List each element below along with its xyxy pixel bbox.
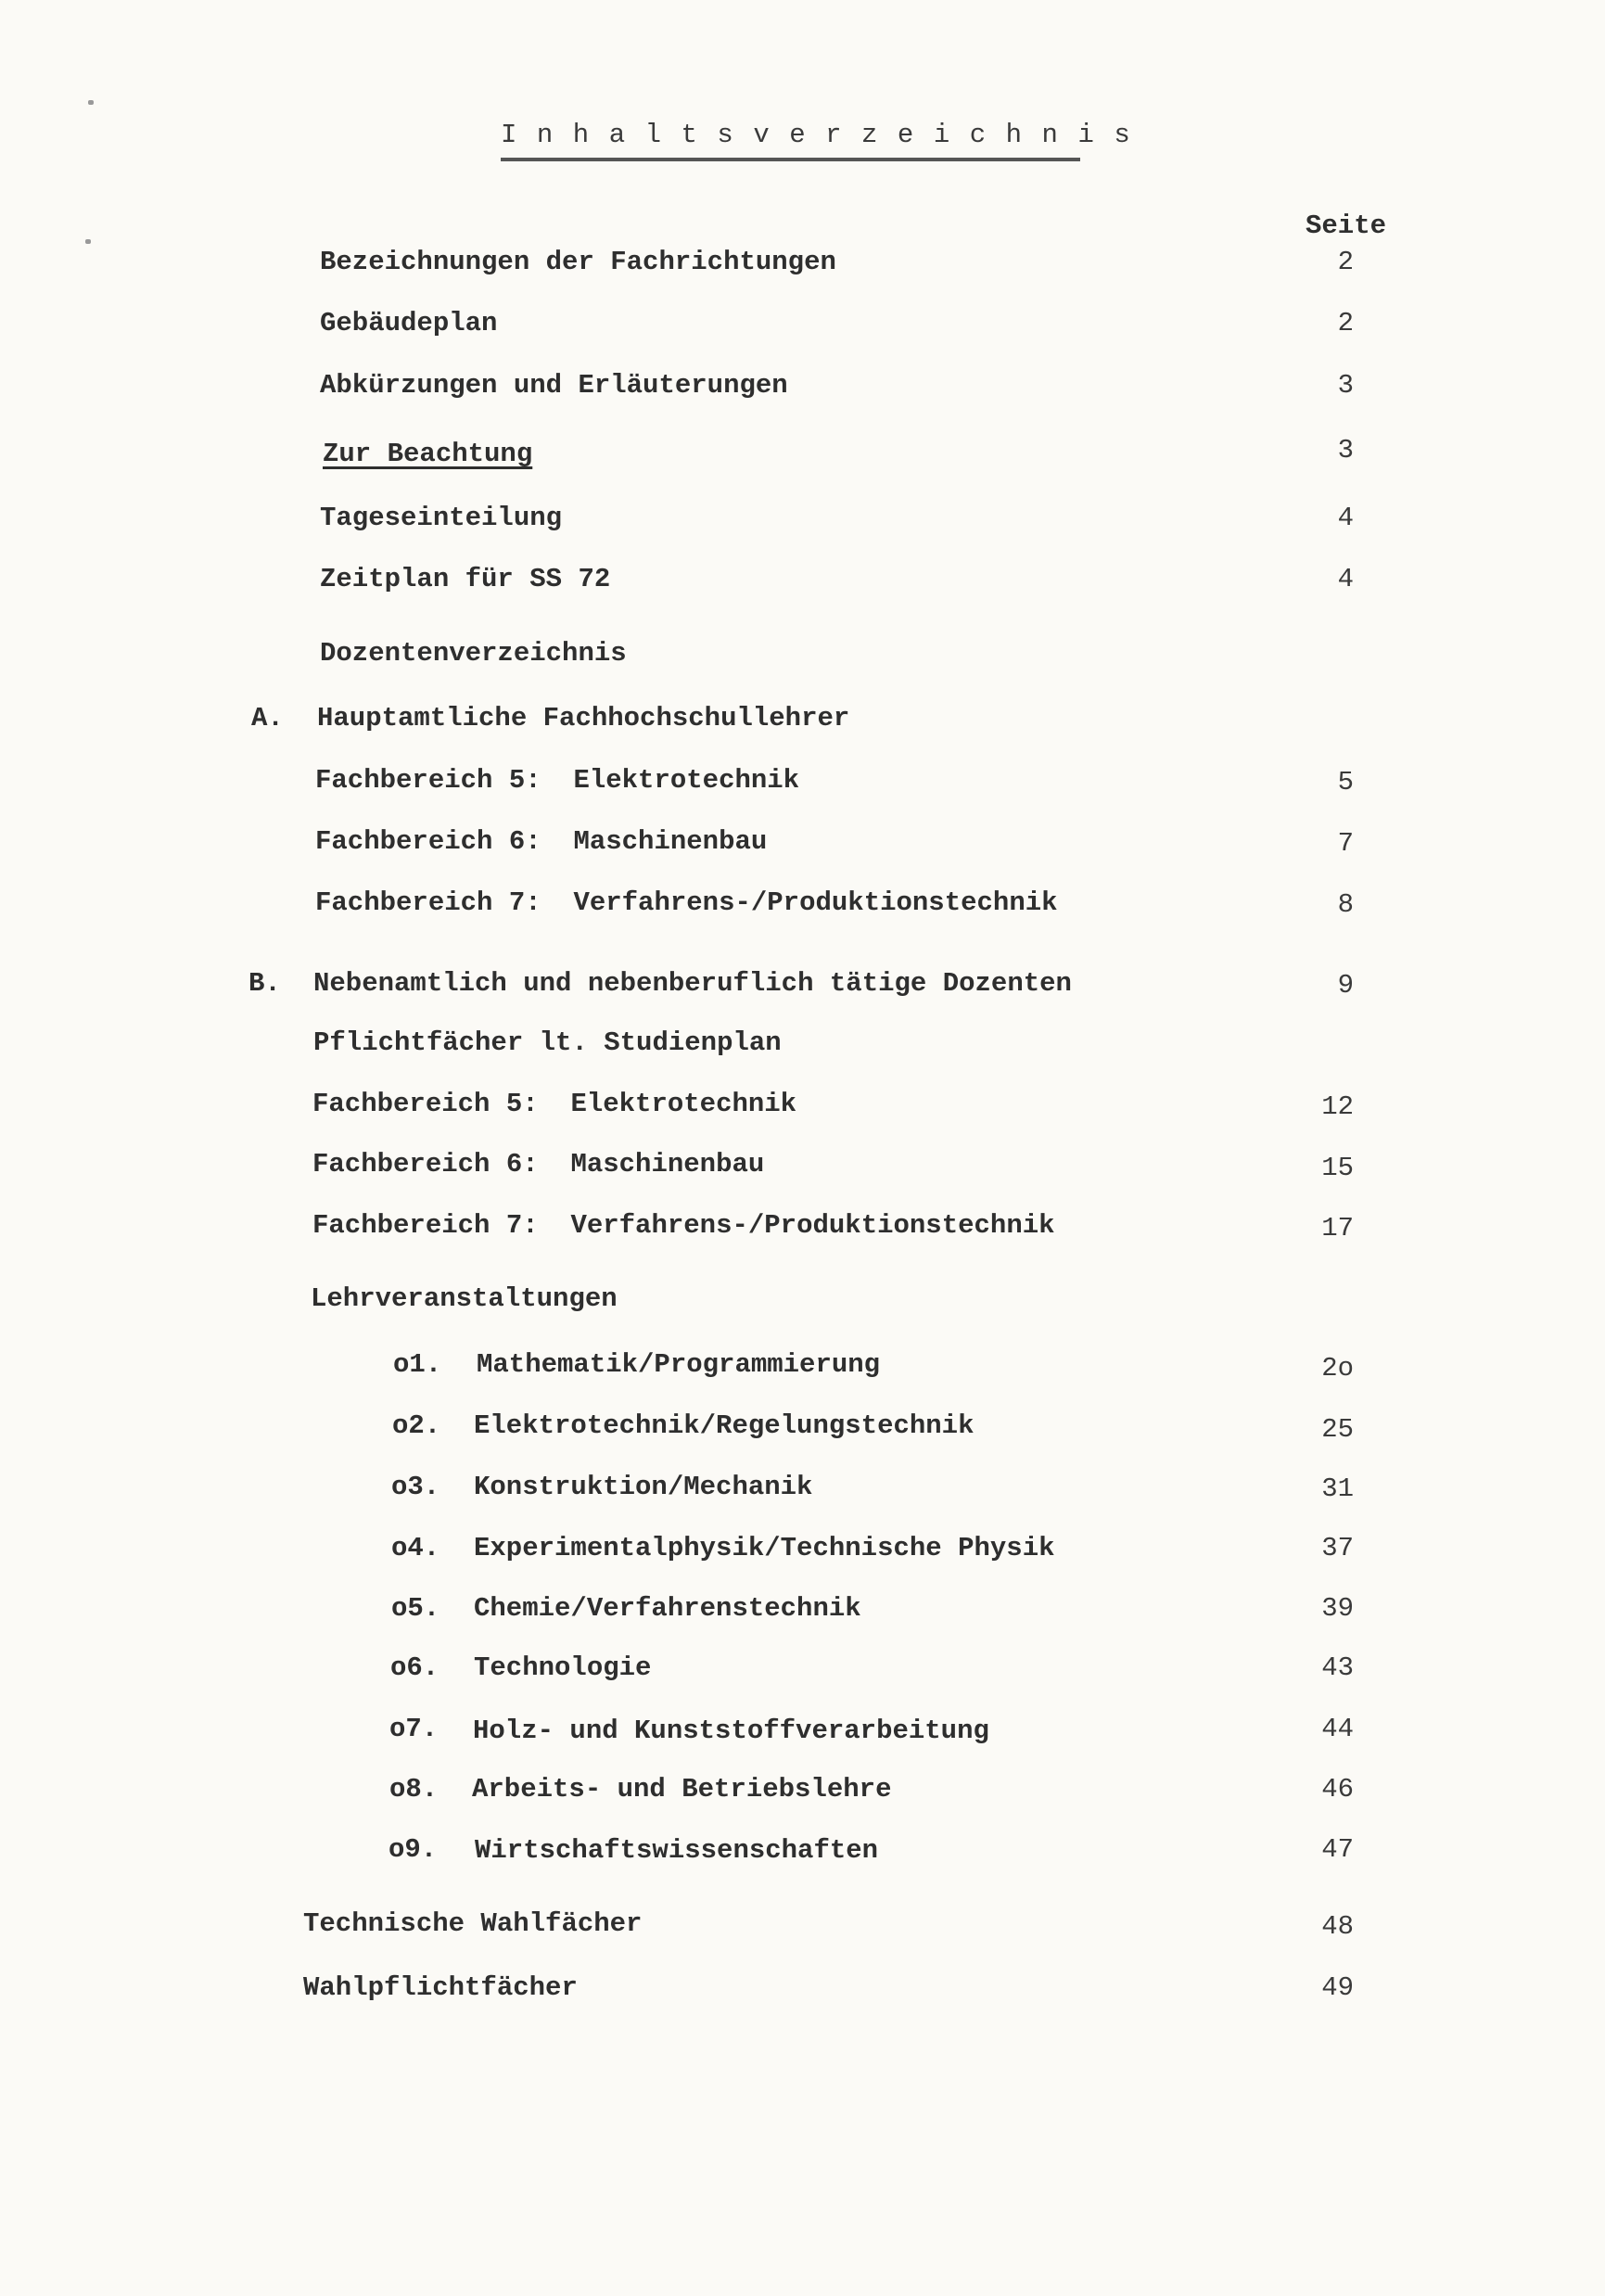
course-number: o8.: [389, 1774, 439, 1805]
toc-entry: Abkürzungen und Erläuterungen: [320, 370, 788, 401]
toc-entry: Bezeichnungen der Fachrichtungen: [320, 247, 836, 277]
section-heading: Dozentenverzeichnis: [320, 638, 627, 669]
course-title: Technologie: [474, 1652, 652, 1683]
page-column-header: Seite: [1306, 210, 1387, 241]
toc-entry: Fachbereich 6: Maschinenbau: [312, 1149, 765, 1180]
toc-page: 43: [1321, 1652, 1354, 1683]
course-number: o9.: [389, 1834, 438, 1865]
toc-entry: Fachbereich 5: Elektrotechnik: [315, 765, 800, 796]
subsection-heading: Nebenamtlich und nebenberuflich tätige Dozenten: [313, 968, 1072, 999]
subsection-subheading: Pflichtfächer lt. Studienplan: [313, 1027, 782, 1058]
toc-entry: Fachbereich 5: Elektrotechnik: [312, 1089, 797, 1119]
toc-page: 7: [1337, 828, 1354, 859]
toc-entry: Gebäudeplan: [320, 308, 498, 338]
toc-page: 17: [1321, 1213, 1354, 1244]
toc-page: 8: [1337, 889, 1354, 920]
course-number: o4.: [391, 1533, 440, 1563]
toc-entry: Fachbereich 7: Verfahrens-/Produktionstechnik: [315, 887, 1058, 918]
section-marker: B.: [248, 968, 281, 999]
toc-entry: Technische Wahlfächer: [303, 1908, 643, 1939]
toc-entry: Zeitplan für SS 72: [320, 564, 611, 594]
course-title: Wirtschaftswissenschaften: [475, 1835, 879, 1866]
toc-page: 49: [1321, 1972, 1354, 2003]
section-marker: A.: [251, 703, 284, 733]
toc-page: 48: [1321, 1911, 1354, 1942]
toc-page: 9: [1337, 970, 1354, 1001]
course-title: Mathematik/Programmierung: [477, 1349, 881, 1380]
punch-mark: [85, 239, 91, 244]
toc-page: 25: [1321, 1414, 1354, 1445]
toc-page: 47: [1321, 1834, 1354, 1865]
toc-page: 44: [1321, 1714, 1354, 1744]
toc-page: 15: [1321, 1153, 1354, 1183]
toc-entry: Zur Beachtung: [323, 439, 533, 469]
section-heading: Lehrveranstaltungen: [311, 1283, 618, 1314]
toc-page: 46: [1321, 1774, 1354, 1805]
course-title: Chemie/Verfahrenstechnik: [474, 1593, 861, 1624]
toc-entry: Fachbereich 6: Maschinenbau: [315, 826, 768, 857]
course-number: o6.: [390, 1652, 439, 1683]
toc-page: 2: [1337, 308, 1354, 338]
page-title: Inhaltsverzeichnis: [501, 120, 1151, 150]
course-title: Elektrotechnik/Regelungstechnik: [474, 1410, 974, 1441]
subsection-heading: Hauptamtliche Fachhochschullehrer: [317, 703, 850, 733]
toc-page: 4: [1337, 564, 1354, 594]
toc-page: 12: [1321, 1091, 1354, 1122]
course-number: o3.: [391, 1472, 440, 1502]
toc-entry: Tageseinteilung: [320, 503, 563, 533]
course-title: Arbeits- und Betriebslehre: [472, 1774, 892, 1805]
toc-page: 2o: [1321, 1353, 1354, 1384]
toc-page: 2: [1337, 247, 1354, 277]
course-number: o2.: [392, 1410, 441, 1441]
course-title: Konstruktion/Mechanik: [474, 1472, 813, 1502]
course-title: Holz- und Kunststoffverarbeitung: [473, 1716, 989, 1746]
toc-entry: Fachbereich 7: Verfahrens-/Produktionstechnik: [312, 1210, 1055, 1241]
toc-page: 5: [1337, 767, 1354, 797]
toc-page: 39: [1321, 1593, 1354, 1624]
course-number: o7.: [389, 1714, 439, 1744]
toc-entry: Wahlpflichtfächer: [303, 1972, 578, 2003]
toc-page: 3: [1337, 370, 1354, 401]
course-title: Experimentalphysik/Technische Physik: [474, 1533, 1055, 1563]
title-underline: [501, 158, 1080, 161]
course-number: o1.: [393, 1349, 442, 1380]
course-number: o5.: [391, 1593, 440, 1624]
toc-page: 31: [1321, 1473, 1354, 1504]
punch-mark: [88, 100, 94, 105]
toc-page: 37: [1321, 1533, 1354, 1563]
toc-page: 3: [1337, 435, 1354, 466]
toc-page: 4: [1337, 503, 1354, 533]
